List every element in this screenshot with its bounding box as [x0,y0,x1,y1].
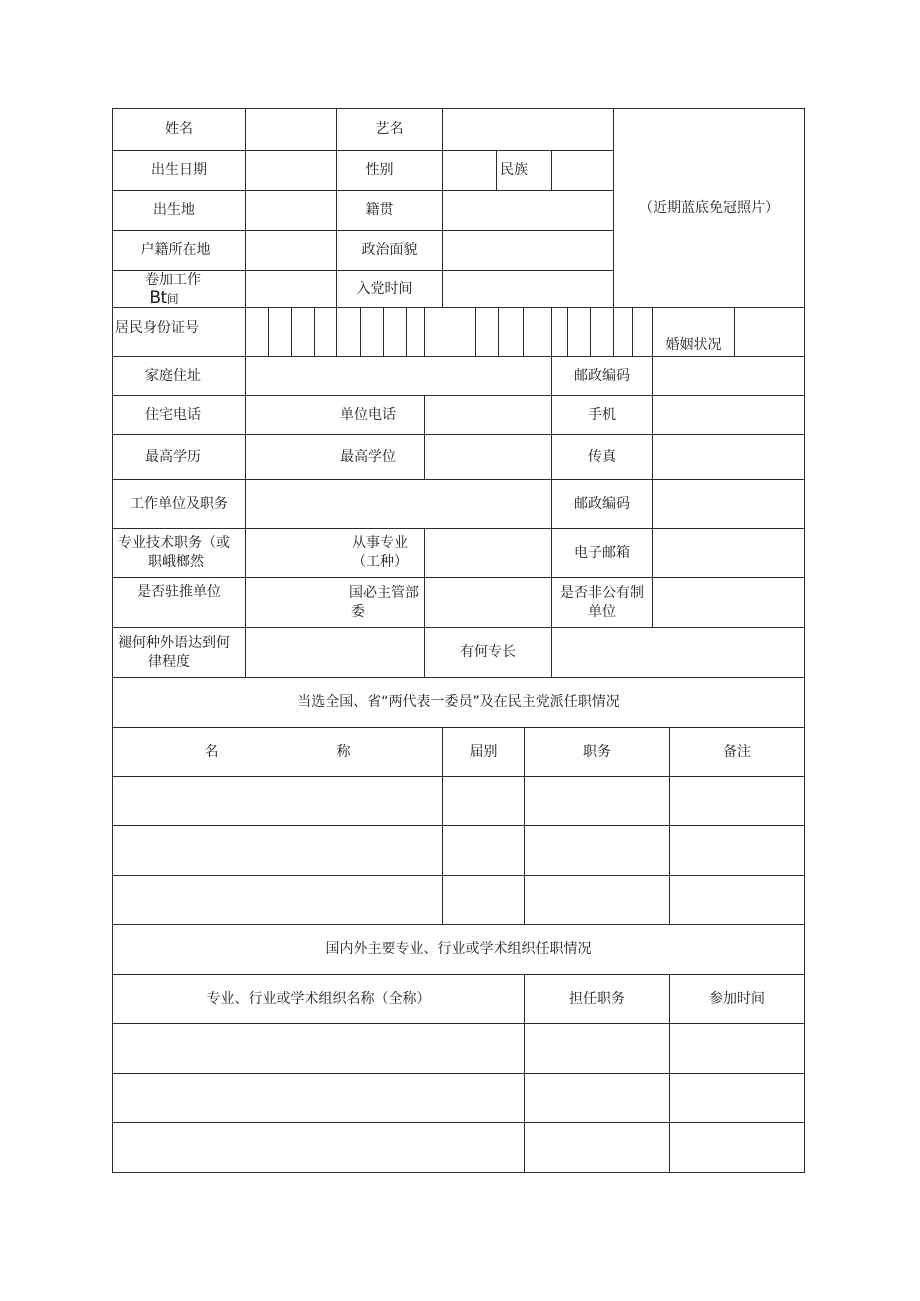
home-phone-field[interactable] [246,396,326,434]
nonpublic-line1: 是否非公有制 [560,584,644,601]
art-name-label: 艺名 [375,121,404,137]
section1-row-2[interactable] [113,826,804,875]
name-label: 姓名 [165,121,193,137]
household-label: 户籍所在地 [140,242,211,258]
id-number-field[interactable] [246,308,652,356]
specialty-label [336,529,424,577]
birth-date-field[interactable] [246,151,336,190]
tech-title-field[interactable] [246,529,326,577]
education-label: 最高学历 [145,448,201,465]
native-place-field[interactable] [443,191,613,230]
household-field[interactable] [246,231,336,270]
section2-col-join-time: 参加时间 [709,990,765,1007]
language-line1: 褪何种外语达到何 [118,634,230,651]
tech-title-line2: 职峨榔然 [148,554,204,570]
home-address-label: 家庭住址 [145,367,201,384]
birthplace-label: 出生地 [153,202,195,218]
ethnicity-label: 民族 [500,162,528,178]
tech-title-line1: 专业技术职务（或 [118,535,230,551]
tech-title-label [113,529,245,577]
section1-title: 当选全国、省“两代表一委员”及在民主党派任职情况 [297,694,620,710]
mobile-label: 手机 [588,406,616,423]
section1-col-remark: 备注 [723,743,751,760]
work-phone-field[interactable] [425,396,551,434]
marital-field[interactable] [735,308,804,356]
specialty-field[interactable] [425,529,551,577]
join-work-line2 [149,289,178,308]
native-place-label: 籍贯 [365,202,394,218]
dept-line1: 国必主管部 [349,584,419,601]
postal-code-field[interactable] [653,357,804,395]
skills-label: 有何专长 [460,644,516,660]
language-line2: 律程度 [148,653,190,670]
section2-row-1[interactable] [113,1024,804,1073]
photo-placeholder: （近期蓝底免冠照片） [639,199,779,216]
specialty-line2: （工种） [352,554,408,570]
section2-title: 国内外主要专业、行业或学术组织任职情况 [325,941,592,957]
language-label [113,628,245,677]
stationed-field[interactable] [246,578,326,627]
section1-col-session: 届别 [469,743,498,760]
marital-label: 婚姻状况 [665,336,722,353]
fax-label: 传真 [588,448,616,465]
home-phone-label: 住宅电话 [145,406,201,423]
section1-col-name-b: 称 [336,743,351,760]
postal-code2-label: 邮政编码 [574,495,630,512]
skills-field[interactable] [552,628,804,677]
rule [112,1172,805,1173]
dept-label [336,578,424,627]
join-work-field[interactable] [246,271,336,307]
join-work-label [113,271,233,307]
join-work-line1: 卷加工作 [145,271,201,288]
email-field[interactable] [653,529,804,577]
dept-field[interactable] [425,578,551,627]
degree-field[interactable] [425,435,551,479]
party-join-field[interactable] [443,271,613,307]
party-join-label: 入党时间 [356,280,413,297]
birthplace-field[interactable] [246,191,336,230]
stationed-label: 是否驻推单位 [137,583,221,600]
section2-col-org: 专业、行业或学术组织名称（全称） [206,990,431,1007]
section1-row-3[interactable] [113,876,804,924]
join-work-line2-b: 间 [166,291,179,306]
nonpublic-label [552,578,652,627]
section2-row-3[interactable] [113,1123,804,1172]
employer-label: 工作单位及职务 [130,495,228,512]
name-field[interactable] [246,109,336,150]
photo-box[interactable] [614,109,804,307]
degree-label: 最高学位 [340,448,396,465]
section1-col-position: 职务 [583,743,611,760]
gender-label: 性别 [365,162,394,178]
nonpublic-field[interactable] [653,578,804,627]
postal-code2-field[interactable] [653,480,804,528]
education-field[interactable] [246,435,326,479]
join-work-line2-a: Bt [149,287,167,308]
nonpublic-line2: 单位 [588,603,616,620]
id-number-label: 居民身份证号 [115,319,199,336]
political-field[interactable] [443,231,613,270]
section2-col-position: 担任职务 [569,990,625,1007]
postal-code-label: 邮政编码 [574,367,630,384]
dept-line2: 委 [351,603,365,620]
section1-col-name [113,728,442,776]
section2-row-2[interactable] [113,1074,804,1122]
mobile-field[interactable] [653,396,804,434]
ethnicity-field[interactable] [552,151,613,190]
language-field[interactable] [246,628,424,677]
section1-col-name-a: 名 [204,743,219,760]
work-phone-label: 单位电话 [340,406,396,423]
fax-field[interactable] [653,435,804,479]
birth-date-label: 出生日期 [151,162,207,178]
gender-field[interactable] [443,151,496,190]
rule [804,108,805,1173]
employer-field[interactable] [246,480,551,528]
specialty-line1: 从事专业 [352,535,408,551]
political-label: 政治面貌 [361,242,418,258]
email-label: 电子邮箱 [574,544,630,561]
home-address-field[interactable] [246,357,551,395]
art-name-field[interactable] [443,109,613,150]
section1-row-1[interactable] [113,777,804,825]
